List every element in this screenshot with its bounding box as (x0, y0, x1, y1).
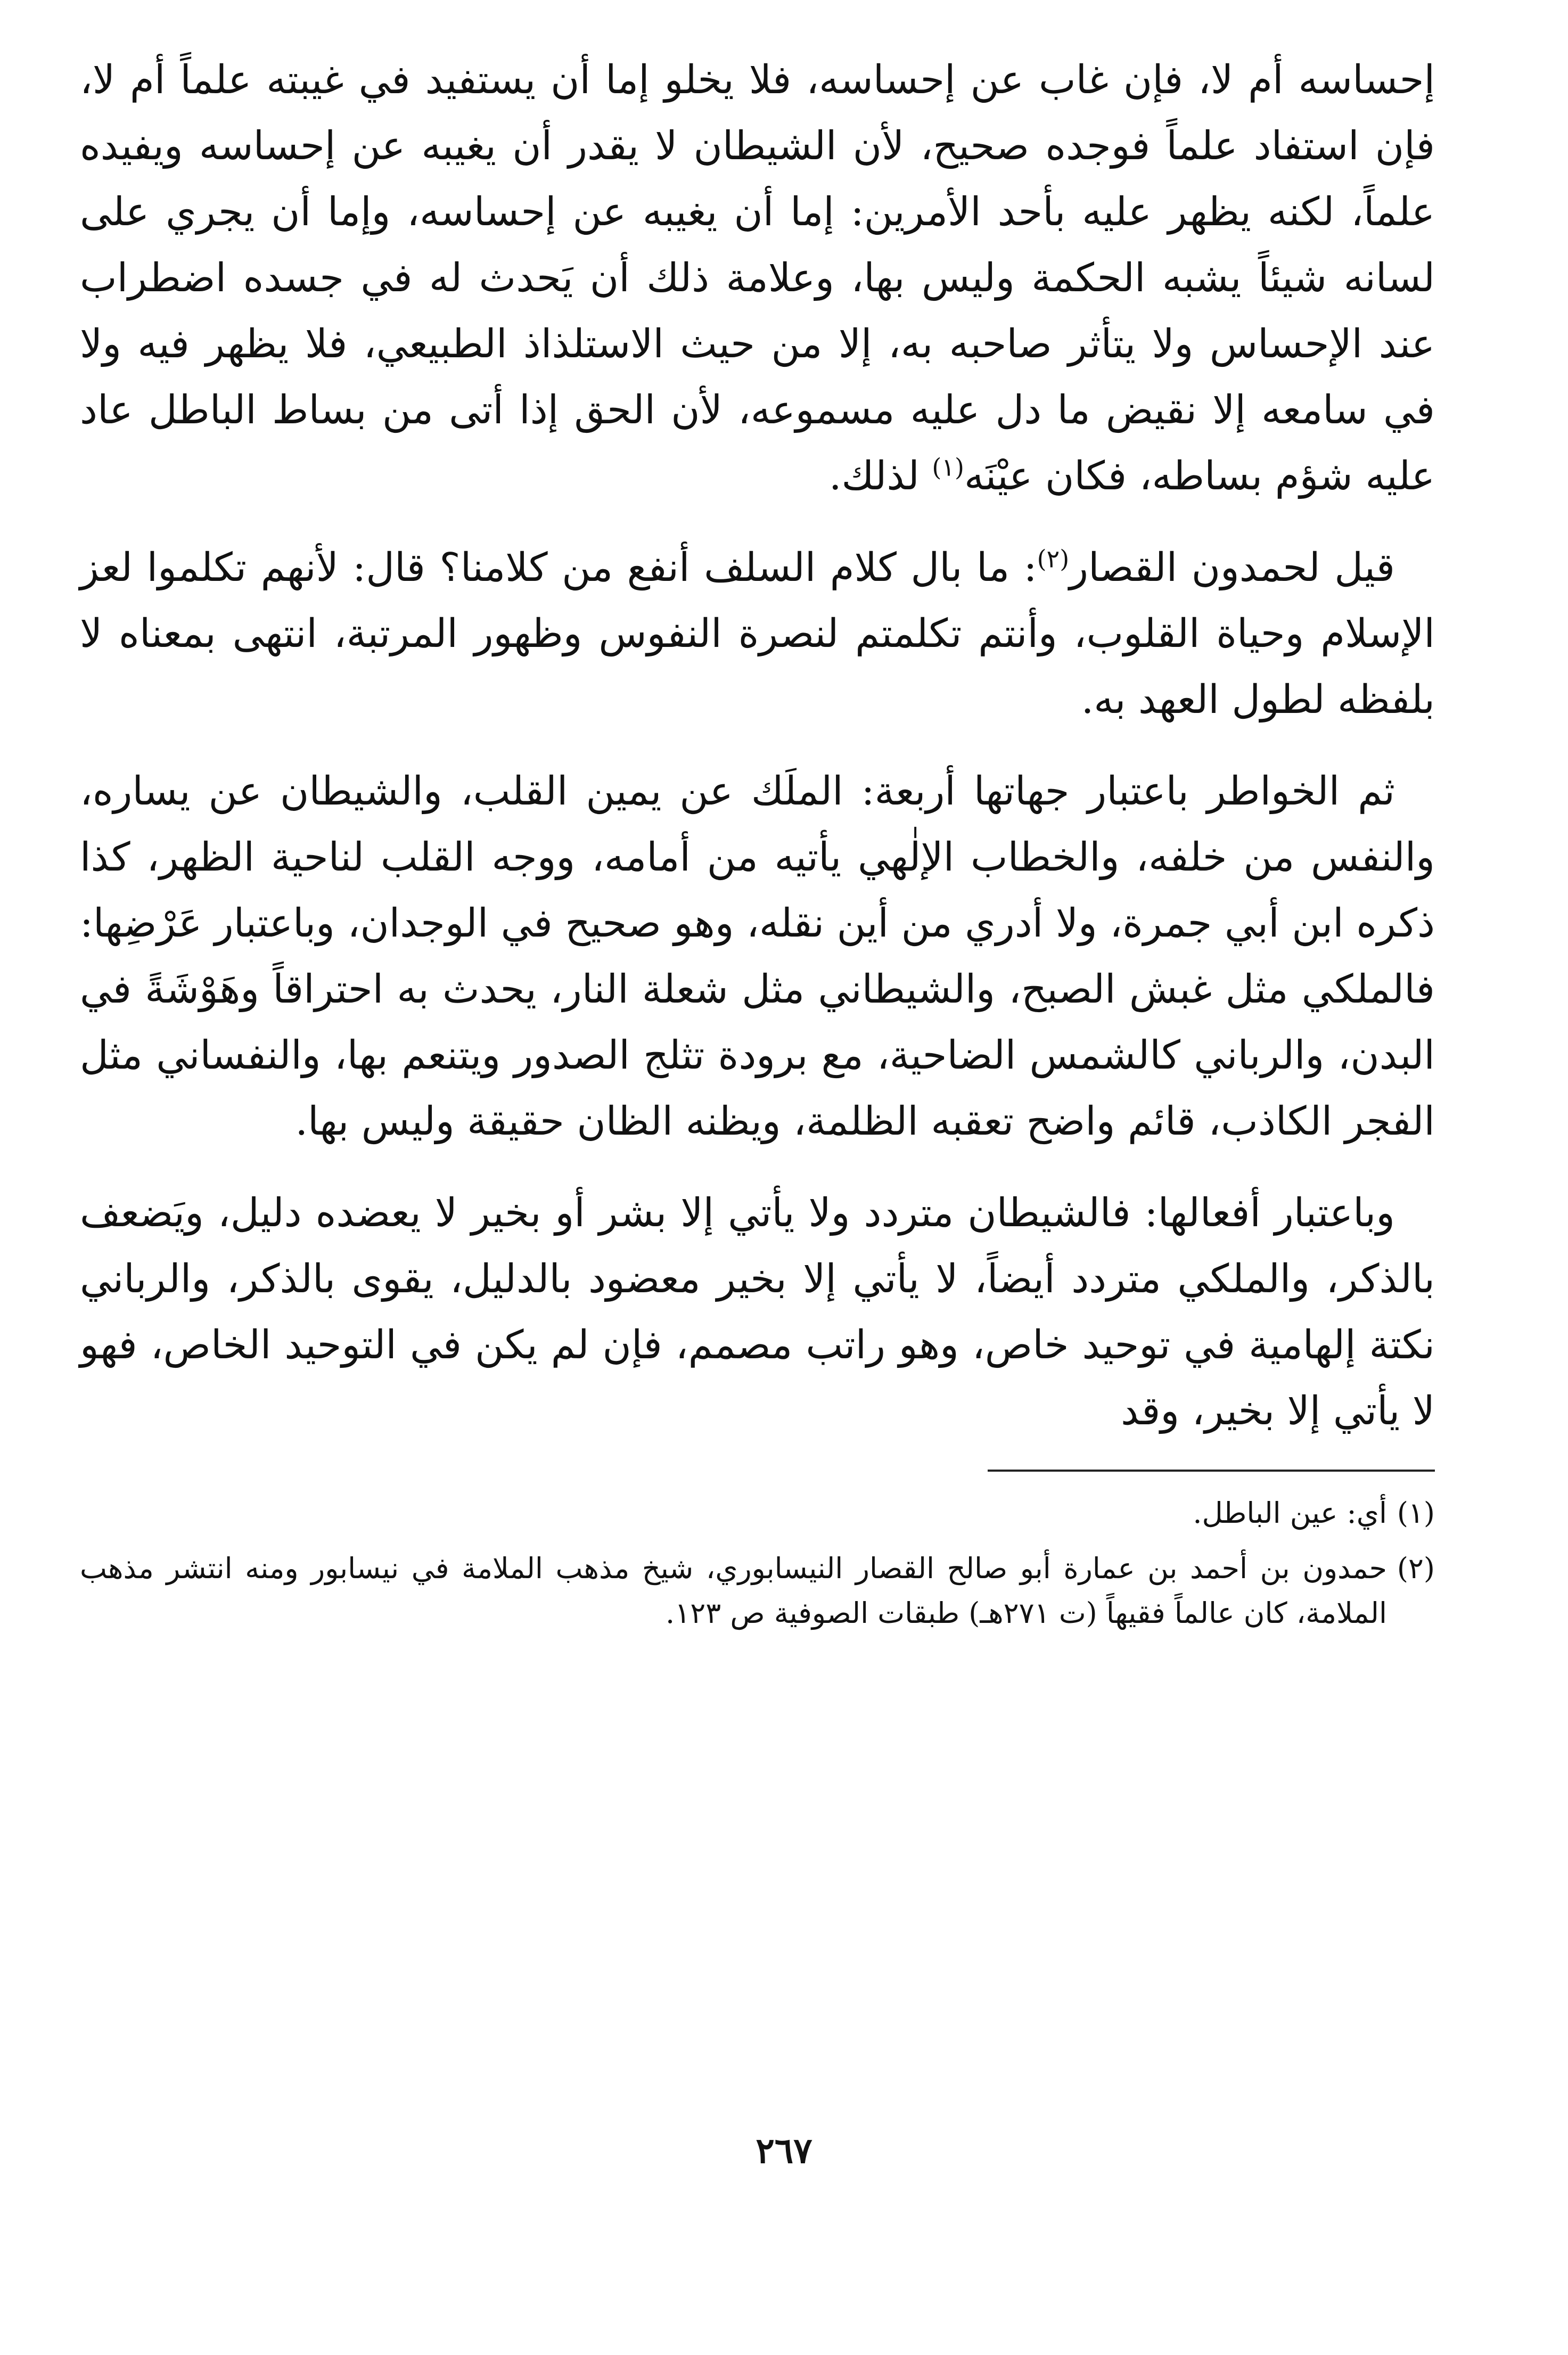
page-number: ٢٦٧ (756, 2130, 812, 2171)
paragraph-1 (80, 47, 1435, 509)
paragraph-4-text: وباعتبار أفعالها: فالشيطان متردد ولا يأتي إلا بشر أو بخير لا يعضده دليل، ويَضعف بالذكر، والملكي متردد أيضاً، لا يأتي إلا بخير معضود بالدليل، يقوى بالذكر، والرباني نكتة إلهامية في توحيد خاص، وهو راتب مصمم، فإن لم يكن في التوحيد الخاص، فهو لا يأتي إلا بخير، وقد (80, 1190, 1435, 1434)
footnote-1 (80, 1491, 1435, 1536)
footnote-1-number: (١) (1397, 1496, 1435, 1530)
paragraph-2 (80, 535, 1435, 733)
paragraph-3-text: ثم الخواطر باعتبار جهاتها أربعة: الملَك عن يمين القلب، والشيطان عن يساره، والنفس من خلفه، والخطاب الإلٰهي يأتيه من أمامه، ووجه القلب لناحية الظهر، كذا ذكره ابن أبي جمرة، ولا أدري من أين نقله، وهو صحيح في الوجدان، وباعتبار عَرْضِها: فالملكي مثل غبش الصبح، والشيطاني مثل شعلة النار، يحدث به احتراقاً وهَوْشَةً في البدن، والرباني كالشمس الضاحية، مع برودة تثلج الصدور ويتنعم بها، والنفساني مثل الفجر الكاذب، قائم واضح تعقبه الظلمة، ويظنه الظان حقيقة وليس بها. (80, 768, 1435, 1144)
footnote-1-text: أي: عين الباطل. (1193, 1496, 1387, 1530)
footnote-2 (80, 1546, 1435, 1636)
paragraph-3 (80, 758, 1435, 1154)
paragraph-1-tail: لذلك. (828, 453, 932, 499)
footnote-2-number: (٢) (1397, 1552, 1435, 1585)
paragraph-2-tail: : ما بال كلام السلف أنفع من كلامنا؟ قال: لأنهم تكلموا لعز الإسلام وحياة القلوب، وأنتم تكلمتم لنصرة النفوس وظهور المرتبة، انتهى بمعناه لا بلفظه لطول العهد به. (80, 545, 1435, 723)
footnote-divider (988, 1470, 1435, 1472)
main-text (80, 47, 1435, 1444)
footnotes (80, 1491, 1435, 1636)
paragraph-1-text: إحساسه أم لا، فإن غاب عن إحساسه، فلا يخلو إما أن يستفيد في غيبته علماً أم لا، فإن استفاد علماً فوجده صحيح، لأن الشيطان لا يقدر أن يغيبه عن إحساسه ويفيده علماً، لكنه يظهر عليه بأحد الأمرين: إما أن يغيبه عن إحساسه، وإما أن يجري على لسانه شيئاً يشبه الحكمة وليس بها، وعلامة ذلك أن يَحدث له في جسده اضطراب عند الإحساس ولا يتأثر صاحبه به، إلا من حيث الاستلذاذ الطبيعي، فلا يظهر فيه ولا في سامعه إلا نقيض ما دل عليه مسموعه، لأن الحق إذا أتى من بساط الباطل عاد عليه شؤم بساطه، فكان عيْنَه (80, 57, 1435, 499)
footnote-marker-1: (١) (932, 453, 964, 482)
paragraph-2-text: قيل لحمدون القصار (1069, 545, 1395, 590)
footnote-marker-2: (٢) (1037, 544, 1070, 573)
paragraph-4 (80, 1180, 1435, 1444)
footnote-2-text: حمدون بن أحمد بن عمارة أبو صالح القصار النيسابوري، شيخ مذهب الملامة في نيسابور ومنه انتشر مذهب الملامة، كان عالماً فقيهاً (ت ٢٧١هـ) طبقات الصوفية ص ١٢٣. (80, 1552, 1387, 1630)
